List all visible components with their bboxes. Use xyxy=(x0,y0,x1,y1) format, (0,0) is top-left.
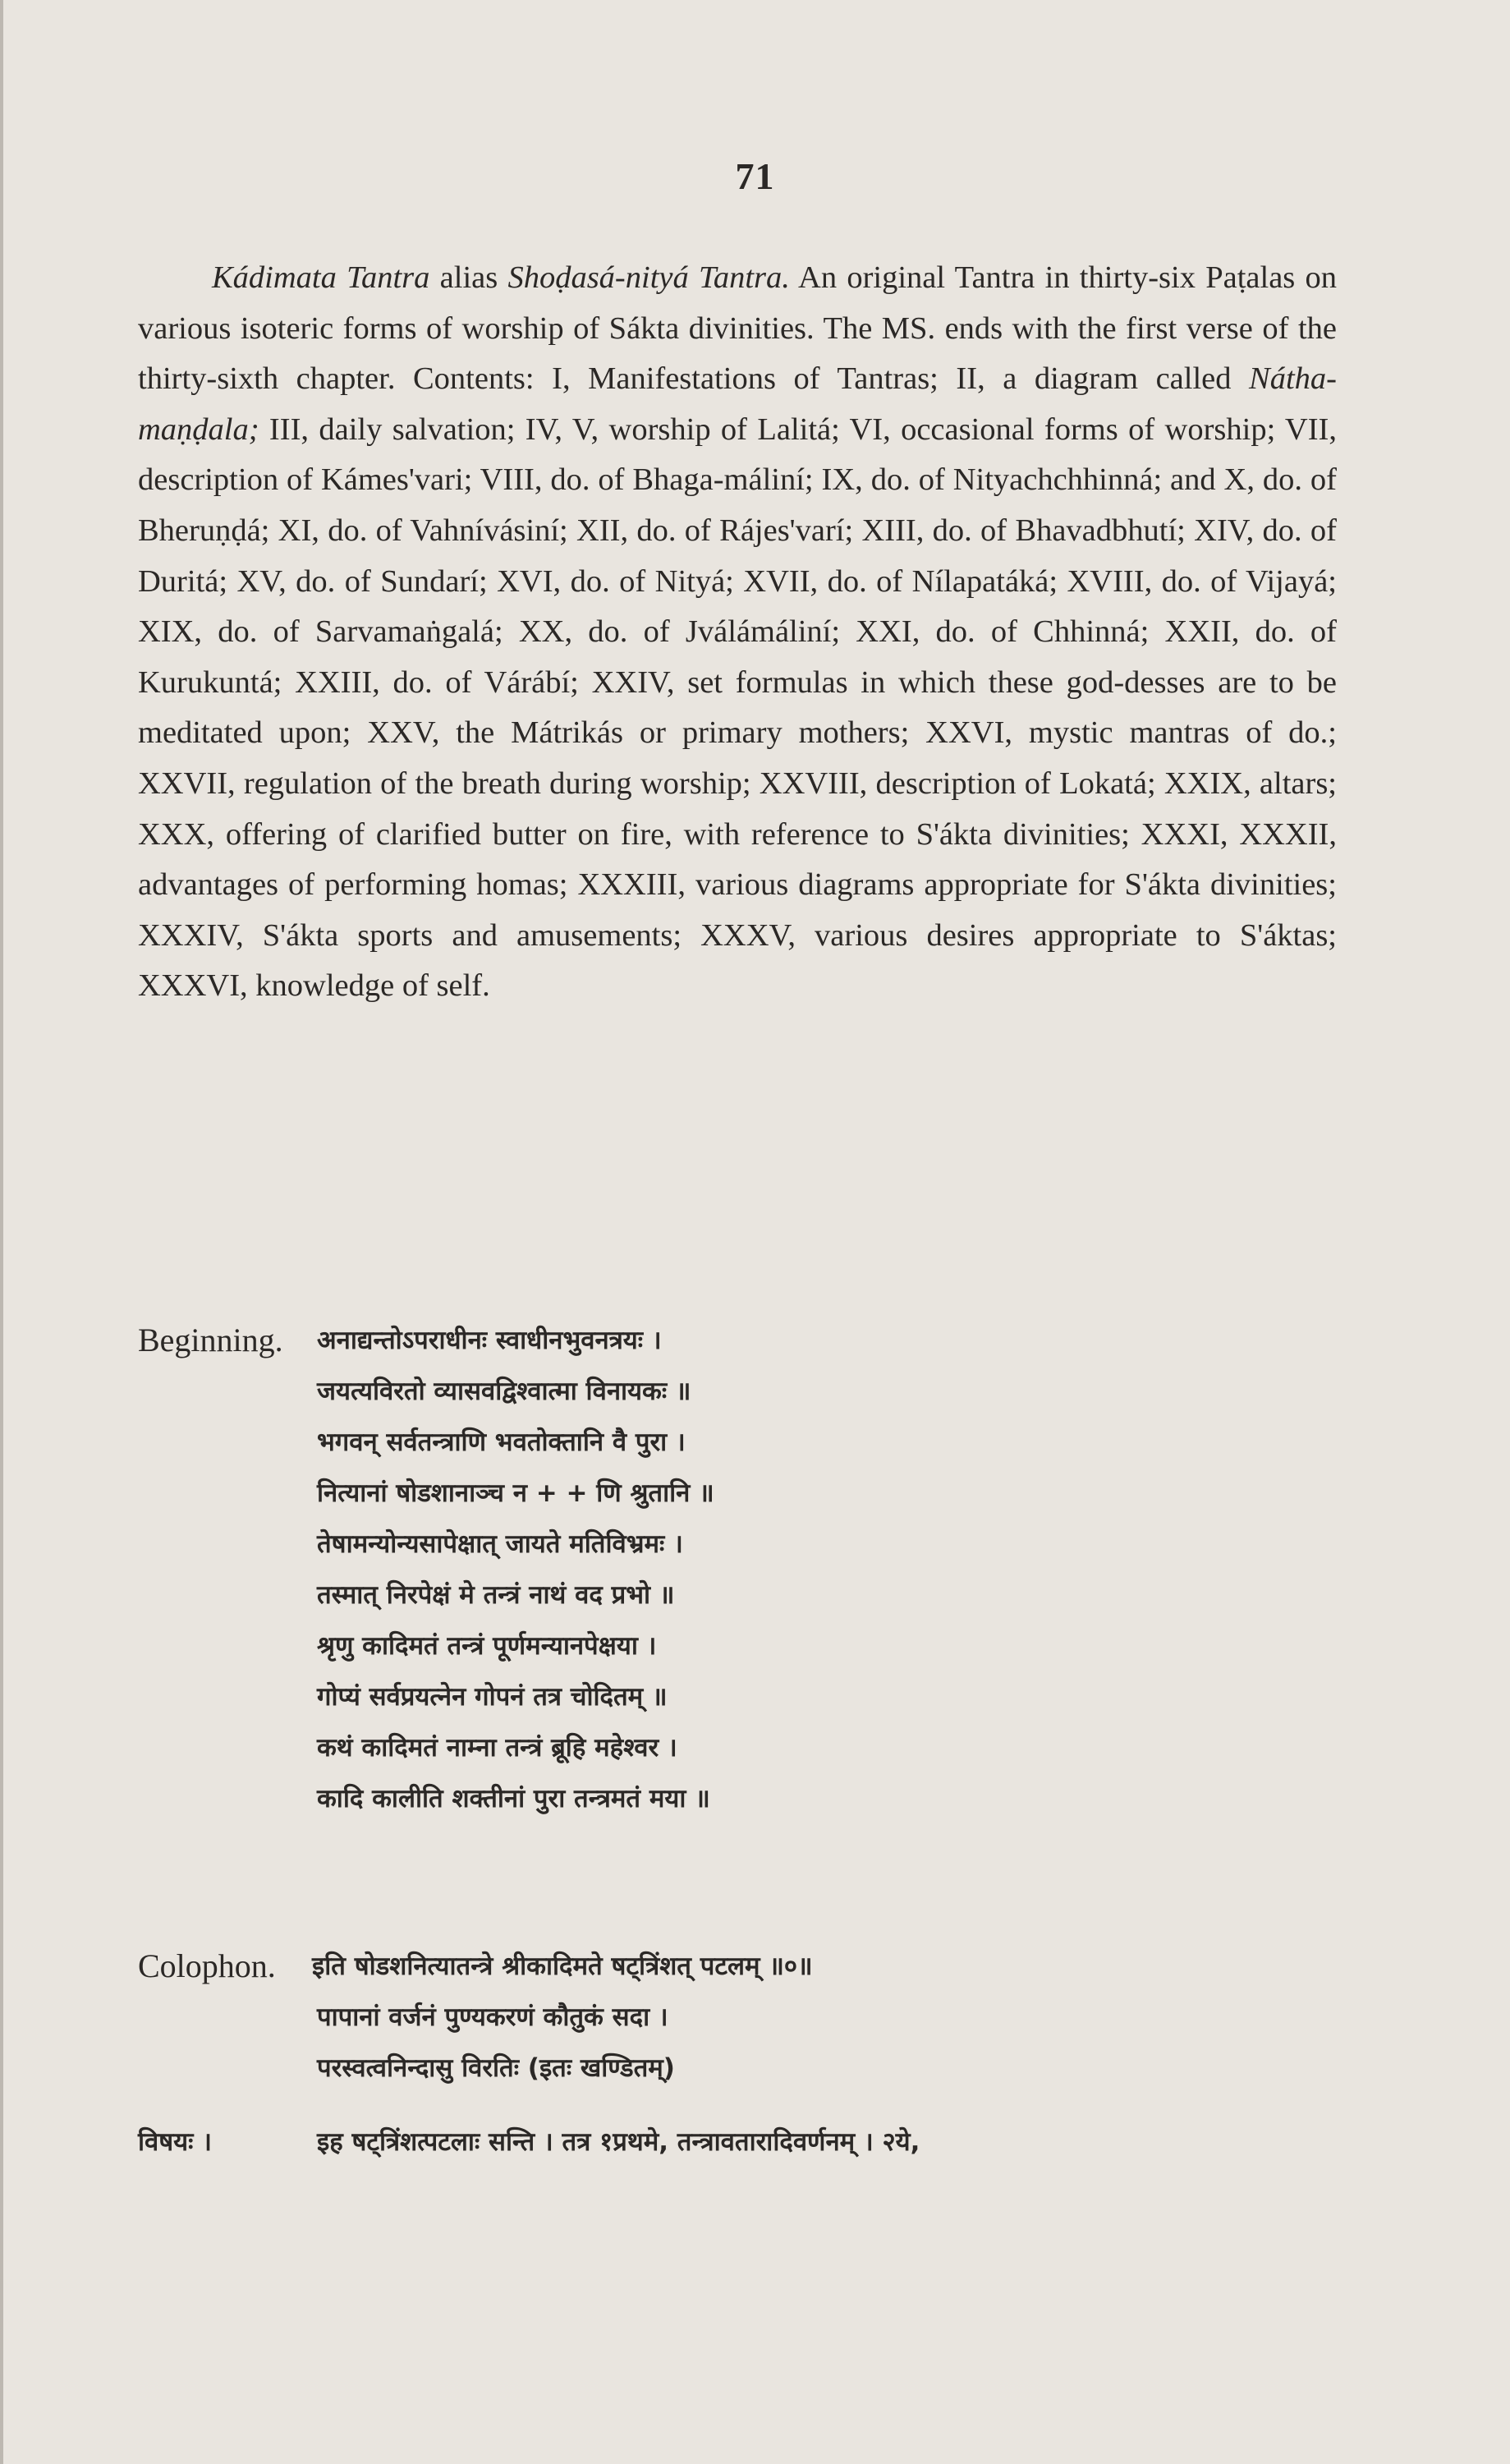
page-edge-shadow xyxy=(0,0,3,2464)
colophon-line: इति षोडशनित्यातन्त्रे श्रीकादिमते षट्त्रिंशत् पटलम् ॥०॥ xyxy=(312,1951,813,1981)
colophon-line: परस्वत्वनिन्दासु विरतिः (इतः खण्डितम्) xyxy=(317,2053,675,2083)
beginning-section xyxy=(138,1321,1370,1830)
beginning-verse-line: कथं कादिमतं नाम्ना तन्त्रं ब्रूहि महेश्वर । xyxy=(317,1733,677,1763)
entry-alias-title: Shoḍasá-nityá Tantra. xyxy=(507,260,790,295)
colophon-label: Colophon. xyxy=(138,1947,276,1984)
beginning-verse-line: अनाद्यन्तोऽपराधीनः स्वाधीनभुवनत्रयः । xyxy=(317,1326,662,1355)
colophon-section xyxy=(138,1947,1370,2099)
catalogue-entry xyxy=(138,253,1337,1012)
entry-paragraph xyxy=(138,253,1337,1012)
beginning-verse-line: श्रृणु कादिमतं तन्त्रं पूर्णमन्यानपेक्षया । xyxy=(317,1631,657,1661)
page-number: 71 xyxy=(735,155,775,197)
beginning-verse-line: गोप्यं सर्वप्रयत्नेन गोपनं तत्र चोदितम् ॥ xyxy=(317,1682,668,1712)
beginning-verse-line: तेषामन्योन्यसापेक्षात् जायते मतिविभ्रमः । xyxy=(317,1529,683,1559)
subjects-section xyxy=(138,2122,1370,2173)
subjects-label: विषयः । xyxy=(138,2127,212,2157)
alias-word: alias xyxy=(429,260,508,295)
diagram-name: Nátha-maṇḍala; xyxy=(138,361,1337,447)
colophon-line: पापानां वर्जनं पुण्यकरणं कौतुकं सदा । xyxy=(317,2002,668,2032)
entry-description-part-1: An original Tantra in thirty-six Paṭalas on various isoteric forms of worship of Sákta divinities. The MS. ends with the first verse of the thirty-sixth chapter. Contents: I, Manifestations of Tantras; II, a diagram called xyxy=(138,260,1337,397)
subjects-text: इह षट्त्रिंशत्पटलाः सन्ति । तत्र १प्रथमे, तन्त्रावतारादिवर्णनम् । २ये, xyxy=(317,2127,920,2157)
beginning-verse-line: कादि कालीति शक्तीनां पुरा तन्त्रमतं मया ॥ xyxy=(317,1784,710,1814)
entry-title: Kádimata Tantra xyxy=(212,260,430,295)
beginning-verse-line: जयत्यविरतो व्यासवद्विश्वात्मा विनायकः ॥ xyxy=(317,1377,691,1406)
beginning-label: Beginning. xyxy=(138,1322,283,1358)
beginning-verse-line: तस्मात् निरपेक्षं मे तन्त्रं नाथं वद प्रभो ॥ xyxy=(317,1580,675,1610)
beginning-verse-line: भगवन् सर्वतन्त्राणि भवतोक्तानि वै पुरा । xyxy=(317,1427,686,1457)
entry-description-part-2: III, daily salvation; IV, V, worship of Lalitá; VI, occasional forms of worship; VII, description of Kámes'vari; VIII, do. of Bhaga-máliní; IX, do. of Nityachchhinná; and X, do. of Bheruṇḍá; XI, do. of Vahnívásiní; XII, do. of Rájes'varí; XIII, do. of Bhavadbhutí; XIV, do. of Duritá; XV, do. of Sundarí; XVI, do. of Nityá; XVII, do. of Nílapatáká; XVIII, do. of Vijayá; XIX, do. of Sarvamaṅgalá; XX, do. of Jválámáliní; XXI, do. of Chhinná; XXII, do. of Kurukuntá; XXIII, do. of Várábí; XXIV, set formulas in which these god-desses are to be meditated upon; XXV, the Mátrikás or primary mothers; XXVI, mystic mantras of do.; XXVII, regulation of the breath during worship; XXVIII, description of Lokatá; XXIX, altars; XXX, offering of clarified butter on fire, with reference to S'ákta divinities; XXXI, XXXII, advantages of performing homas; XXXIII, various diagrams appropriate for S'ákta divinities; XXXIV, S'ákta sports and amusements; XXXV, various desires appropriate to S'áktas; XXXVI, knowledge of self. xyxy=(138,411,1337,1004)
beginning-verse-line: नित्यानां षोडशानाञ्च न + + णि श्रुतानि ॥ xyxy=(317,1478,714,1508)
